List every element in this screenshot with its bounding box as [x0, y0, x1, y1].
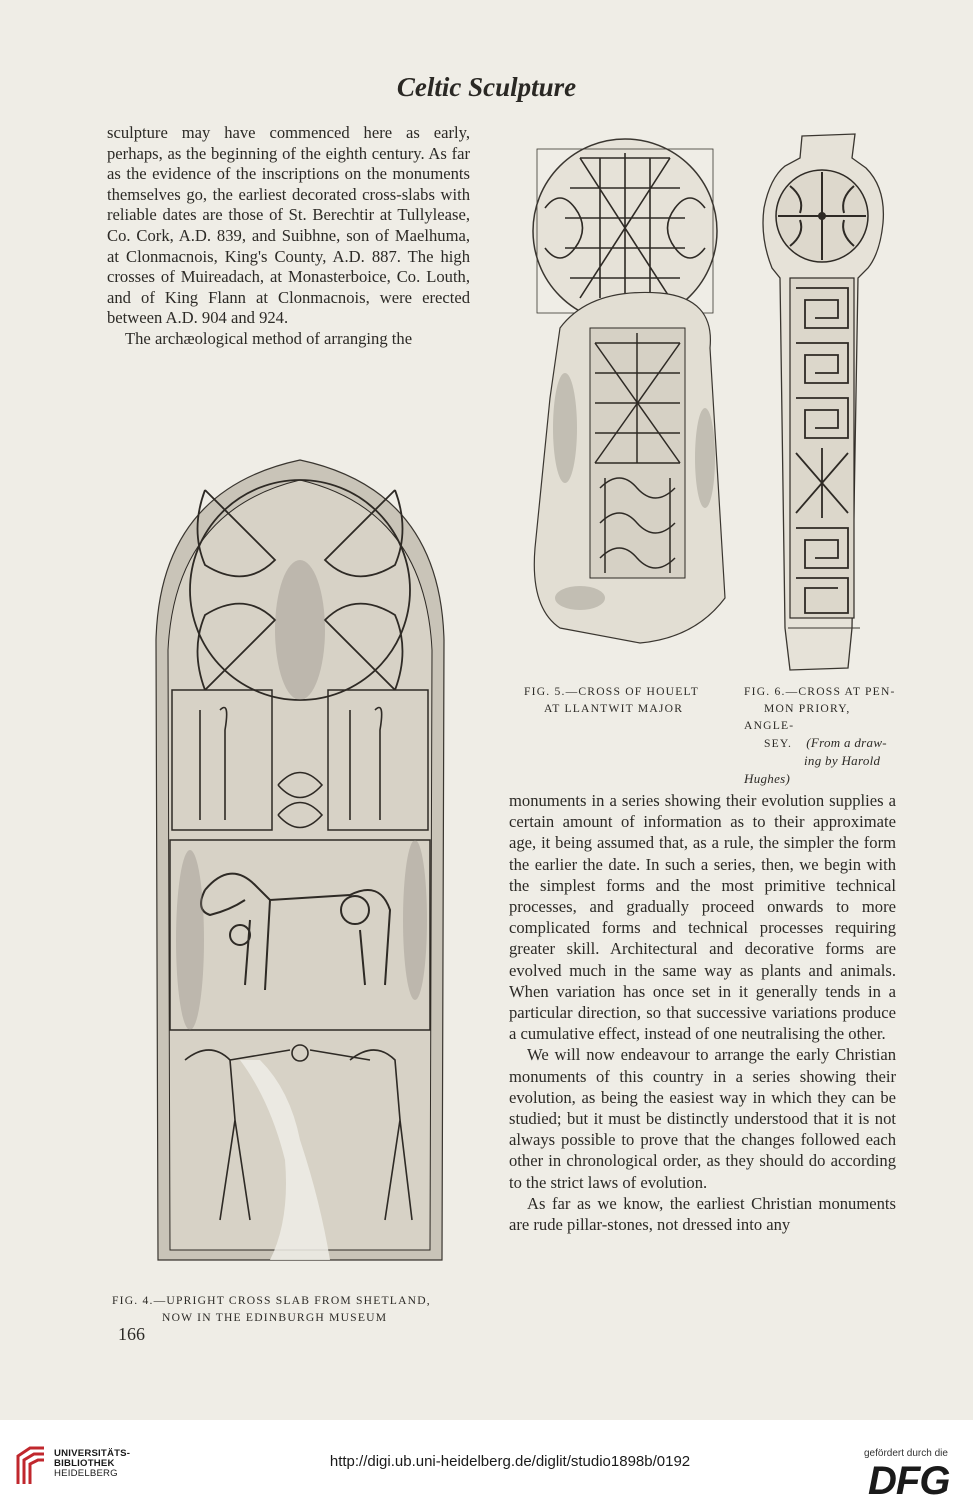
funded-by-text: gefördert durch die	[864, 1448, 948, 1459]
fig6-caption-line3b: (From a draw-	[806, 735, 887, 750]
right-paragraph-1: monuments in a series showing their evolution supplies a certain amount of information as to their approximate age, it being assumed that, as a rule, the simpler the form the earlier the date. In such a series, then, we begin with the simplest forms and the most primitive technical processes, and gradually proceed onwards to more complicated forms and technical processes requiring greater skill. Architectural and decorative forms are evolved much in the same way as plants and animals. When variation has once set in it generally tends in a particular direction, so that successive variations produce a cumulative effect, instead of one neutralising the other.	[509, 791, 896, 1044]
fig4-caption	[112, 1292, 482, 1326]
left-column	[107, 123, 470, 350]
fig4-caption-line1: FIG. 4.—UPRIGHT CROSS SLAB FROM SHETLAND,	[112, 1294, 431, 1307]
fig6-caption-line4: ing by Harold Hughes)	[744, 753, 881, 786]
right-paragraph-3: As far as we know, the earliest Christian monuments are rude pillar-stones, not dressed into any	[509, 1193, 896, 1235]
fig4-cross-slab-illustration	[150, 440, 450, 1270]
right-column	[509, 790, 896, 1235]
page-number: 166	[118, 1324, 145, 1344]
right-paragraph-2: We will now endeavour to arrange the early Christian monuments of this country in a series showing their evolution, as being the easiest way in which they can be studied; but it must be distinctly understood that it is not always possible to prove that the changes followed each other in chronological order, as they should do according to the strict laws of evolution.	[509, 1045, 896, 1192]
fig5-caption-line2: AT LLANTWIT MAJOR	[544, 702, 684, 715]
permalink-url[interactable]: http://digi.ub.uni-heidelberg.de/diglit/studio1898b/0192	[329, 1453, 691, 1470]
fig6-caption	[744, 683, 904, 788]
library-name: UNIVERSITÄTS- BIBLIOTHEK HEIDELBERG	[54, 1448, 131, 1479]
fig4-caption-line2: NOW IN THE EDINBURGH MUSEUM	[162, 1311, 388, 1324]
running-title: Celtic Sculpture	[396, 72, 577, 102]
left-paragraph-2: The archæological method of arranging the	[125, 328, 413, 348]
left-paragraph-1: sculpture may have commenced here as early, perhaps, as the beginning of the eighth century. As far as the evidence of the inscriptions on the monuments themselves go, the earliest decorated cross-slabs with reliable dates are those of St. Berechtir at Tullylease, Co. Cork, A.D. 839, and Suibhne, son of Maelhuma, at Clonmacnois, King's County, A.D. 887. The high crosses of Muireadach, at Monasterboice, Co. Louth, and of King Flann at Clonmacnois, were erected between A.D. 904 and 924.	[107, 123, 470, 328]
fig6-caption-line2: MON PRIORY, ANGLE-	[744, 702, 851, 732]
fig5-cross-of-houelt-illustration	[520, 128, 742, 670]
fig6-caption-line1: FIG. 6.—CROSS AT PEN-	[744, 685, 896, 698]
fig6-caption-line3a: SEY.	[764, 737, 793, 750]
fig5-caption-line1: FIG. 5.—CROSS OF HOUELT	[524, 685, 700, 698]
library-logo-icon	[14, 1444, 48, 1488]
dfg-logo: DFG	[868, 1459, 950, 1503]
fig5-caption	[524, 683, 699, 717]
fig6-cross-at-penmon-illustration	[760, 128, 900, 680]
